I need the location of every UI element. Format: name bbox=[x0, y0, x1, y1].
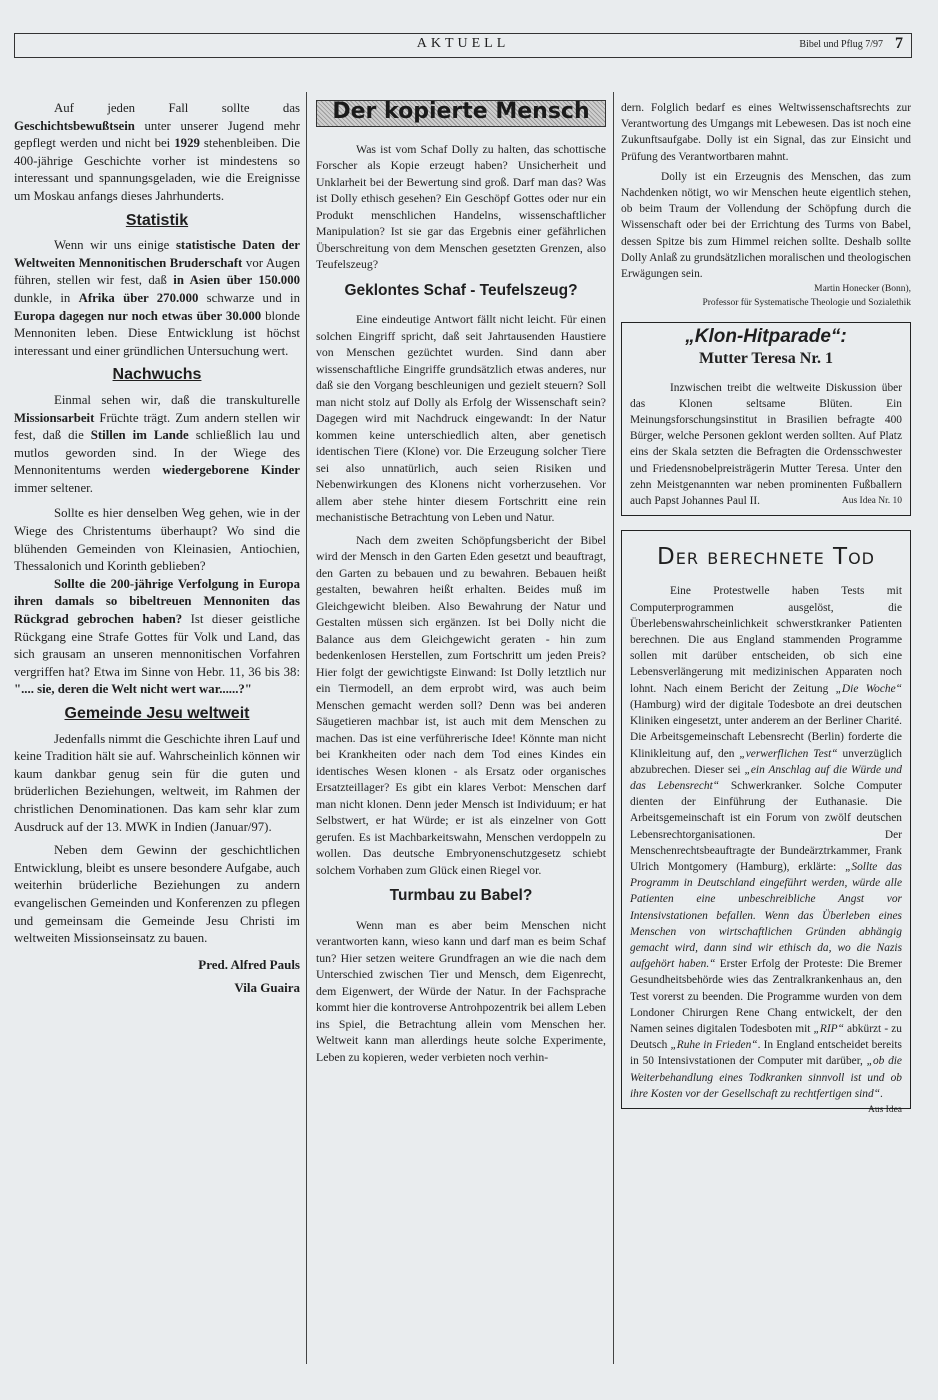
paragraph: Dolly ist ein Erzeugnis des Menschen, das zum Nachdenken nötigt, wo wir Menschen heute eigentlich stehen, ob beim Traum der Vollendung der Schöpfung durch die Wissenschaft oder bei der Errichtung des Turms von Babel, dessen Spitze bis zum Himmel reichen sollte. Deshalb sollte Dolly Anlaß zu grundsätzlichen moralischen und theologischen Erwägungen sein. bbox=[621, 170, 911, 281]
berechnete-tod-box bbox=[621, 530, 911, 1115]
subheading-geklontes-schaf: Geklontes Schaf - Teufelszeug? bbox=[344, 281, 578, 299]
subheading-gemeinde: Gemeinde Jesu weltweit bbox=[64, 705, 250, 722]
klon-hitparade-box bbox=[621, 322, 911, 516]
quote: „ob die Weiterbehandlung eines Todkranken sinnvoll ist und ob ihre Kosten vor der Gesellschaft zu rechtfertigen sind“ bbox=[630, 1055, 902, 1100]
emphasis: 1929 bbox=[174, 136, 200, 151]
text: Schwerkranker. Solche Computer dienten der Einführung der Euthanasie. Die Arbeitsgemeinschaft ist ein Forum von zwölf deutschen Lebensrechtorganisationen. Der Menschenrechtsbeauftragte der Bundeärztrkammer, Frank Ulrich Montgomery (Hamburg), erklärte: bbox=[630, 779, 902, 873]
box-title: „Klon-Hitparade“: bbox=[685, 326, 847, 348]
emphasis: Sollte die 200-jährige Verfolgung in Europa ihren damals so bibeltreuen Mennoniten das Rückgrad gebrochen haben? bbox=[14, 576, 300, 627]
paragraph: Neben dem Gewinn der geschichtlichen Entwicklung, bleibt es unsere besondere Aufgabe, auch weiterhin brüderliche Beziehungen zu andern evangelischen Gemeinden und Konferenzen zu pflegen und gemeinsam die Gemeinde Jesu Christi im weltweiten Missionseinsatz zu bauen. bbox=[14, 843, 300, 946]
quote: „ein Anschlag auf die Würde und das Lebensrecht“ bbox=[630, 763, 902, 792]
column-left bbox=[14, 100, 300, 997]
paragraph bbox=[14, 100, 300, 206]
text: vor Augen führen, stellen wir fest, daß bbox=[14, 255, 301, 288]
text: unter unserer Jugend mehr gepflegt werden und nicht bei bbox=[14, 118, 300, 151]
text: Früchte trägt. Zum andern stellen wir fest, daß die bbox=[14, 410, 300, 443]
emphasis: Geschichtsbewußtsein bbox=[14, 118, 135, 133]
paragraph bbox=[14, 237, 300, 360]
text: unverzüglich abzubrechen. Dieser sei bbox=[630, 747, 902, 776]
page-number: 7 bbox=[895, 35, 903, 52]
box-text bbox=[630, 380, 902, 510]
text: dunkle, in bbox=[14, 290, 79, 305]
subheading-statistik: Statistik bbox=[125, 211, 189, 229]
page-header bbox=[14, 33, 912, 58]
text: (Hamburg) wird der digitale Todesbote an drei deutschen Kliniken eingesetzt, unter anderem an der Berliner Charité. Die Arbeitsgemeinschaft Lebensrecht (Berlin) forderte die Klinikleitung auf, den bbox=[630, 698, 902, 760]
emphasis: Stillen im Lande bbox=[90, 428, 189, 443]
article-intro: Was ist vom Schaf Dolly zu halten, das schottische Forscher als Kopie erzeugt haben? Unsicherheit und Unklarheit bei der Bewertung sind groß. Darf man das? Was ist Dolly ethisch gesehen? Ein Geschöpf Gottes oder nur ein Produkt menschlichen Handelns, wissenschaftlicher Manipulation? Ist sie gar das Ergebnis einer gefährlichen Überschreitung von dem Menschen gesetzten Grenzen, also Teufelszeug? bbox=[316, 141, 606, 271]
box-subtitle: Mutter Teresa Nr. 1 bbox=[699, 350, 833, 368]
emphasis: Afrika über 270.000 bbox=[78, 290, 199, 305]
quote: „verwerflichen Test“ bbox=[739, 747, 838, 760]
emphasis: ".... sie, deren die Welt nicht wert war......?" bbox=[14, 682, 252, 697]
author-title: Professor für Systematische Theologie und Sozialethik bbox=[702, 298, 911, 309]
text: blonde Mennoniten leben. Diese Entwicklung ist höchst interessant und einer gründlichen Untersuchung wert. bbox=[14, 308, 300, 358]
paragraph: dern. Folglich bedarf es eines Weltwissenschaftsrechts zur Verantwortung des Umgangs mit Lebewesen. Das ist noch eine Zukunftsaufgabe. Dolly ist ein Signal, das zur Einsicht und Prüfung des Verantwortbaren mahnt. bbox=[621, 102, 911, 163]
paragraph: Jedenfalls nimmt die Geschichte ihren Lauf und keine Tradition hält sie auf. Wahrscheinlich können wir kaum dankbar genug sein für die guten und brüderlichen Beziehungen, weltweit, im Rahmen der christlichen Denominationen. Das kam sehr klar zum Ausdruck auf der 13. MWK in Indien (Januar/97). bbox=[14, 731, 300, 834]
paragraph bbox=[14, 392, 300, 498]
article-title-box bbox=[316, 100, 606, 127]
text: Wenn wir uns einige bbox=[54, 238, 176, 253]
text: . In England entscheidet bereits in 50 Intensivstationen der Computer mit darüber, bbox=[630, 1039, 902, 1068]
author-name: Martin Honecker (Bonn), bbox=[814, 284, 911, 295]
emphasis: statistische Daten der Weltweiten Mennonitischen Bruderschaft bbox=[14, 238, 300, 270]
text: schwarze und in bbox=[198, 290, 300, 305]
text: Ist dieser geistliche Rückgang eine Strafe Gottes für Volk und Land, das sich grausam an unseren mennonitischen Vorfahren vergriffen hat? Etwa im Sinne von Hebr. 11, 36 bis 38: bbox=[14, 612, 300, 679]
paragraph: Wenn man es aber beim Menschen nicht verantworten kann, wieso kann und darf man es beim Schaf tun? Hier setzen weitere Grundfragen an wie die nach dem Unterschied zwischen Tier und Mensch, dem Eigenrecht, dem Eigenwert, der Würde der Natur. In der Fachsprache kommt hier die kontroverse Antrohpozentrik bei allem Leben ins Spiel, die Betrachtung allein vom Menschen her. Weltweit kann man allerdings heute solche Experimente, Leben zu kopieren, weder verbieten noch verhin- bbox=[316, 917, 606, 1064]
subheading-nachwuchs: Nachwuchs bbox=[112, 366, 202, 384]
quote: „Ruhe in Frieden“ bbox=[670, 1039, 758, 1052]
text: Inzwischen treibt die weltweite Diskussion über das Klonen seltsame Blüten. Ein Meinungsforschungsinstitut in Brasilien befragte 400 Bürger, welche Personen geklont werden sollten. Auf Platz eins der Skala setzten die Befragten die Ordensschwester und Friedensnobelpreisträgerin Mutter Teresa. Unter den zehn Meistgenannten war neben prominenten Fußballern auch Papst Johannes Paul II. bbox=[630, 381, 902, 508]
column-right bbox=[621, 100, 911, 1123]
paragraph bbox=[14, 576, 300, 699]
text: Eine Protestwelle haben Tests mit Computerprogrammen ausgelöst, die Überlebenswahrscheinlichkeit schwerstkranker Patienten berechnen. Die aus England stammenden Programme sollen mit darüber entscheiden, ob sich eine Lebensverlängerung mit medizinischen Apparaten noch lohnt. Nach einem Bericht der Zeitung bbox=[630, 585, 902, 695]
emphasis: Missionsarbeit bbox=[14, 410, 95, 425]
column-middle bbox=[316, 100, 606, 1065]
publication-issue: Bibel und Pflug 7/97 bbox=[799, 39, 883, 50]
signature-place: Vila Guaira bbox=[234, 980, 300, 996]
paragraph: Sollte es hier denselben Weg gehen, wie in der Wiege des Christentums überhaupt? Wo sind die blühenden Gemeinden von Kleinasien, Antiochien, Thessalonich und Korinth geblieben? bbox=[14, 506, 300, 574]
text: Auf jeden Fall sollte das bbox=[54, 101, 300, 115]
box-title: Der berechnete Tod bbox=[657, 544, 875, 571]
section-title: AKTUELL bbox=[416, 36, 510, 51]
text: immer seltener. bbox=[14, 480, 93, 495]
text: schließlich lau und mutlos geworden sind. In der Wiege des Mennonitentums werden bbox=[14, 428, 300, 478]
text: Erster Erfolg der Proteste: Die Bremer Gesundheitsbehörde wies das Zentralkrankenhaus an, den Test vorerst zu beenden. Die Programme wurden von dem Londoner Chirurgen Rene Chang entwickelt, der den Namen seines digitalen Todesboten mit bbox=[630, 958, 902, 1035]
column-rule-right bbox=[613, 92, 614, 1364]
paragraph: Eine eindeutige Antwort fällt nicht leicht. Für einen solchen Eingriff spricht, daß seit Jahrtausenden Haustiere von Menschen gezüchtet wurden. Sind dann aber wissenschaftliche Eingriffe grundsätzlich etwas anderes, nur daß sie den Vorgang beschleunigen und gezielt steuern? Soll man nicht stolz auf Dolly als Erfolg der Wissenschaft sein? Dagegen wird mit Nachdruck eingewandt: In der Natur kommen keine unterschiedlich alten, aber genetisch identischen Tiere (Klone) vor. Die Erzeugung solcher Tiere sei also unnatürlich, auch seien Risiken und Nebenwirkungen des Klonens nicht vorherzusehen. Vor allem aber stehe hinter diesem Fortschritt eine rein mechanistische Betrachtung von Leben und Natur. bbox=[316, 312, 606, 524]
paragraph: Nach dem zweiten Schöpfungsbericht der Bibel wird der Mensch in den Garten Eden gesetzt und beauftragt, den Garten zu bebauen und zu bewahren. Bebauen heißt gestalten, bewahren heißt erhalten. Beides muß im Gleichgewicht bleiben. Also Bewahrung der Natur und Gestalten müssen sich ergänzen. Ist bei Dolly nicht die Balance aus dem Gleichgewicht geraten - hin zum bedenkenlosen Herstellen, zum Fortschritt um jeden Preis? Hier folgt der gewichtigste Einwand: Ist Dolly letztlich nur ein Tiermodell, an dem erprobt wird, was auch beim Menschen gemacht werden soll? Denn was bei anderen Säugetieren machbar ist, ist auch mit dem Menschen zu machen. Das ist eine verführerische Idee! Könnte man nicht bei Krankheiten oder nach dem Tod eines Kindes ein identisches Wesen klonen - als Ersatz oder organisches Ersatzteillager? Es gibt ein klares Verbot: Menschen darf man nicht klonen. Denn jeder Mensch ist Individuum; er hat Selbstwert, er hat Würde; er ist als einzelner von Gott gerufen. Es ist Machbarkeitswahn, Menschen verdoppeln zu wollen. Das deutsche Embryonenschutzgesetz schiebt solchem Vorhaben zum Glück einen Riegel vor. bbox=[316, 532, 606, 877]
quote: „RIP“ bbox=[813, 1022, 844, 1035]
text: Einmal sehen wir, daß die transkulturelle bbox=[54, 392, 300, 407]
emphasis: in Asien über 150.000 bbox=[173, 273, 300, 288]
source-credit: Aus Idea Nr. 10 bbox=[841, 496, 902, 507]
box-text bbox=[630, 583, 903, 1115]
source-credit: Aus Idea bbox=[867, 1104, 902, 1115]
text: stehenbleiben. Die 400-jährige Geschichte vorher ist mindestens so interessant und spannungsgeladen, wie die Ereignisse um Moskau anfangs dieses Jahrhunderts. bbox=[14, 136, 300, 203]
subheading-turmbau: Turmbau zu Babel? bbox=[389, 887, 533, 904]
text: abkürzt - zu Deutsch bbox=[630, 1022, 903, 1052]
emphasis: Europa dagegen nur noch etwas über 30.000 bbox=[14, 308, 262, 323]
text: . bbox=[880, 1087, 883, 1100]
signature-name: Pred. Alfred Pauls bbox=[198, 956, 300, 972]
quote: „Die Woche“ bbox=[835, 682, 902, 695]
emphasis: wiedergeborene Kinder bbox=[162, 463, 300, 478]
quote: „Sollte das Programm in Deutschland eingeführt werden, würde alle Patienten eine unbeschreibliche Angst vor Intensivstationen befallen. Wenn das Überleben eines Menschen von wirtschaftlichen Gründen abhängig gemacht wird, dann sind wir ethisch da, wo die Nazis aufgehört haben.“ bbox=[630, 860, 902, 971]
article-title: Der kopierte Mensch bbox=[332, 99, 590, 124]
column-rule-left bbox=[306, 92, 307, 1364]
